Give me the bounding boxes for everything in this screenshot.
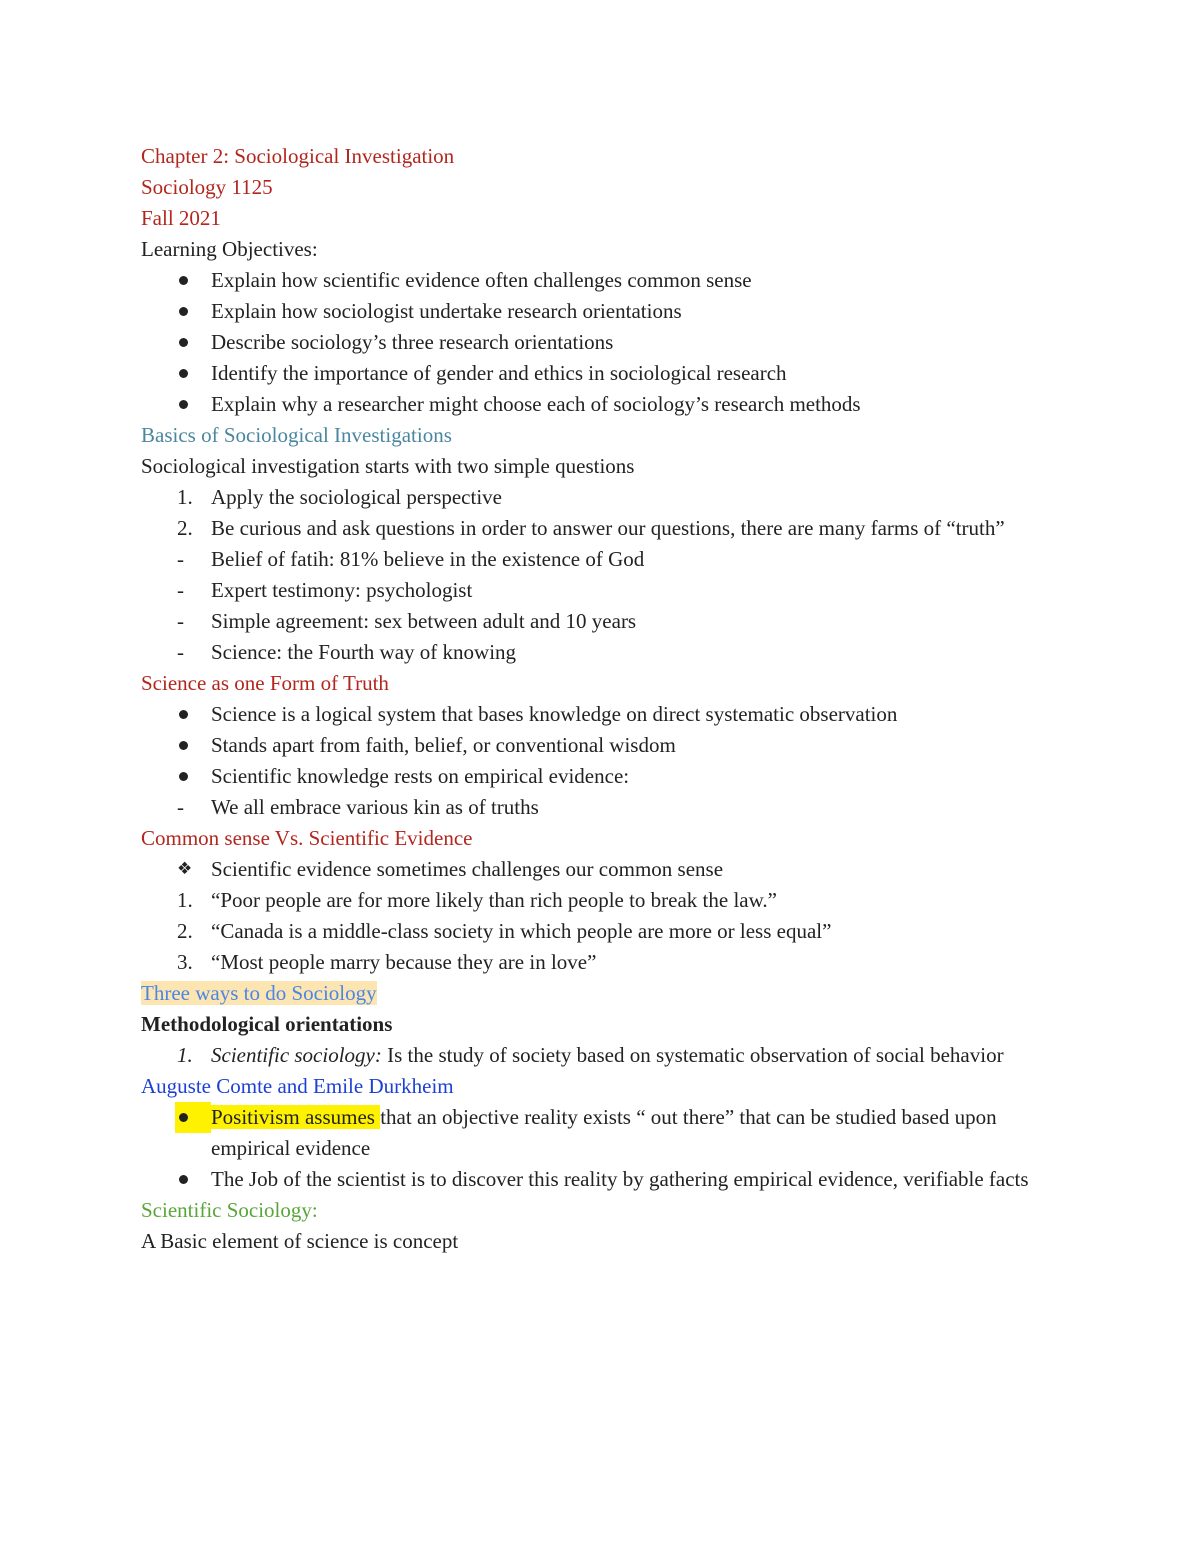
bullet-item: Stands apart from faith, belief, or conventional wisdom	[141, 730, 1061, 761]
list-number: 1.	[177, 485, 193, 509]
section-heading-scientific-sociology: Scientific Sociology:	[141, 1198, 318, 1222]
section-heading-comte: Auguste Comte and Emile Durkheim	[141, 1074, 454, 1098]
dash-item: - We all embrace various kin as of truths	[141, 792, 1061, 823]
bullet-item: Science is a logical system that bases knowledge on direct systematic observation	[141, 699, 1061, 730]
bullet-icon	[177, 699, 203, 730]
diamond-item: ❖ Scientific evidence sometimes challenges our common sense	[141, 854, 1061, 885]
document-page	[141, 141, 1061, 1257]
numbered-item: 1. Apply the sociological perspective	[141, 482, 1061, 513]
bullet-item: The Job of the scientist is to discover this reality by gathering empirical evidence, verifiable facts	[141, 1164, 1061, 1195]
numbered-item: 1. Scientific sociology: Is the study of society based on systematic observation of social behavior	[141, 1040, 1061, 1071]
dash-icon: -	[177, 609, 184, 633]
bullet-item: Scientific knowledge rests on empirical evidence:	[141, 761, 1061, 792]
objective-item: Describe sociology’s three research orientations	[141, 327, 1061, 358]
section-heading-science-truth: Science as one Form of Truth	[141, 671, 389, 695]
concept-text: A Basic element of science is concept	[141, 1229, 459, 1253]
dash-icon: -	[177, 547, 184, 571]
objective-item: Explain how sociologist undertake research orientations	[141, 296, 1061, 327]
objective-item: Explain why a researcher might choose each of sociology’s research methods	[141, 389, 1061, 420]
objective-item: Identify the importance of gender and ethics in sociological research	[141, 358, 1061, 389]
bullet-icon	[177, 730, 203, 761]
diamond-bullet-icon: ❖	[177, 859, 193, 879]
numbered-item: 2. Be curious and ask questions in order to answer our questions, there are many farms of “truth”	[141, 513, 1061, 544]
bullet-icon	[175, 1102, 211, 1133]
dash-icon: -	[177, 578, 184, 602]
bullet-icon	[177, 265, 203, 296]
list-number: 1.	[177, 1043, 193, 1067]
dash-item: - Belief of fatih: 81% believe in the existence of God	[141, 544, 1061, 575]
bullet-icon	[177, 358, 203, 389]
dash-item: - Simple agreement: sex between adult and 10 years	[141, 606, 1061, 637]
dash-icon: -	[177, 795, 184, 819]
dash-item: - Expert testimony: psychologist	[141, 575, 1061, 606]
section-heading-three-ways-row	[141, 978, 1061, 1009]
subheading-methodological: Methodological orientations	[141, 1012, 393, 1036]
bullet-icon	[177, 296, 203, 327]
section-heading-basics: Basics of Sociological Investigations	[141, 423, 452, 447]
numbered-item: 3. “Most people marry because they are in love”	[141, 947, 1061, 978]
term: Fall 2021	[141, 206, 221, 230]
dash-icon: -	[177, 640, 184, 664]
objective-item: Explain how scientific evidence often challenges common sense	[141, 265, 1061, 296]
dash-item: - Science: the Fourth way of knowing	[141, 637, 1061, 668]
list-number: 3.	[177, 950, 193, 974]
list-number: 2.	[177, 919, 193, 943]
section-heading-three-ways: Three ways to do Sociology	[141, 981, 377, 1005]
highlighted-text: Positivism assumes	[211, 1105, 381, 1129]
list-number: 1.	[177, 888, 193, 912]
list-number: 2.	[177, 516, 193, 540]
basics-intro: Sociological investigation starts with two simple questions	[141, 454, 635, 478]
term-scientific-sociology: Scientific sociology:	[211, 1043, 382, 1067]
learning-objectives-label: Learning Objectives:	[141, 237, 318, 261]
bullet-icon	[177, 389, 203, 420]
course-name: Sociology 1125	[141, 175, 273, 199]
numbered-item: 2. “Canada is a middle-class society in which people are more or less equal”	[141, 916, 1061, 947]
bullet-icon	[177, 327, 203, 358]
document-title: Chapter 2: Sociological Investigation	[141, 144, 455, 168]
bullet-icon	[177, 761, 203, 792]
section-heading-common-sense: Common sense Vs. Scientific Evidence	[141, 826, 473, 850]
bullet-icon	[177, 1164, 203, 1195]
bullet-item: Positivism assumes that an objective reality exists “ out there” that can be studied based upon empirical evidence	[141, 1102, 1061, 1164]
numbered-item: 1. “Poor people are for more likely than rich people to break the law.”	[141, 885, 1061, 916]
